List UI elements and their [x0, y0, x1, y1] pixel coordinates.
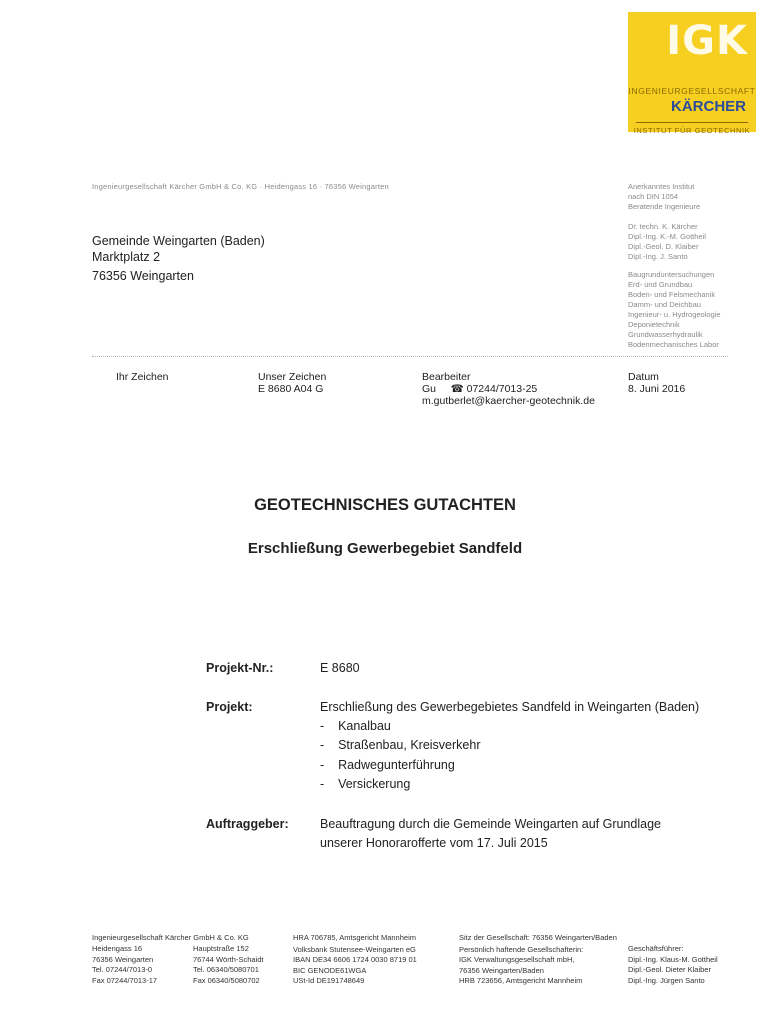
sidebar-line: Anerkanntes Institut: [628, 182, 695, 191]
sidebar-line: Beratende Ingenieure: [628, 202, 701, 211]
phone-icon: ☎: [450, 383, 464, 395]
sidebar-block-services: [628, 270, 721, 350]
sidebar-line: Baugrunduntersuchungen: [628, 270, 715, 279]
bearbeiter: [422, 371, 595, 407]
unser-zeichen: [258, 371, 326, 395]
datum: [628, 371, 685, 395]
unser-zeichen-value: E 8680 A04 G: [258, 383, 324, 395]
footer-col-bank: HRA 706785, Amtsgericht Mannheim Volksbank Stutensee-Weingarten eG IBAN DE34 6606 1724 0030 8719 01 BIC GENODE61WGA USt-Id DE191748649: [293, 933, 417, 985]
sidebar-block-institute: [628, 182, 700, 212]
recipient-street: Marktplatz 2: [92, 250, 161, 264]
logo-line-3: INSTITUT FÜR GEOTECHNIK: [633, 126, 751, 135]
bearbeiter-contact: [422, 383, 595, 395]
list-item: - Versickerung: [320, 777, 411, 791]
logo-mark: IGK: [666, 18, 748, 64]
list-item: - Radwegunterführung: [320, 758, 455, 772]
bearbeiter-email: m.gutberlet@kaercher-geotechnik.de: [422, 395, 595, 407]
unser-zeichen-label: Unser Zeichen: [258, 371, 327, 383]
sidebar-line: Dipl.-Geol. D. Klaiber: [628, 242, 699, 251]
datum-value: 8. Juni 2016: [628, 383, 686, 395]
sidebar-line: Dipl.-Ing. J. Santo: [628, 252, 688, 261]
sender-line: Ingenieurgesellschaft Kärcher GmbH & Co. KG · Heidengass 16 · 76356 Weingarten: [92, 182, 389, 191]
sidebar-line: Grundwasserhydraulik: [628, 330, 703, 339]
footer-col-address-1: Heidengass 16 76356 Weingarten Tel. 07244/7013-0 Fax 07244/7013-17: [92, 944, 158, 985]
auftraggeber-line-1: Beauftragung durch die Gemeinde Weingarten auf Grundlage: [320, 817, 661, 831]
sidebar-line: Damm- und Deichbau: [628, 300, 701, 309]
projekt-nr-value: E 8680: [320, 661, 360, 675]
footer-col-address-2: Hauptstraße 152 76744 Wörth-Schaidt Tel. 06340/5080701 Fax 06340/5080702: [193, 944, 264, 985]
projekt-nr-label: Projekt-Nr.:: [206, 661, 274, 675]
recipient-name: Gemeinde Weingarten (Baden): [92, 234, 265, 248]
datum-label: Datum: [628, 371, 659, 383]
logo-line-1: INGENIEURGESELLSCHAFT: [628, 86, 756, 96]
ihr-zeichen-label: Ihr Zeichen: [116, 371, 169, 383]
footer-col-management: Geschäftsführer: Dipl.-Ing. Klaus-M. Gottheil Dipl.-Geol. Dieter Klaiber Dipl.-Ing. Jürgen Santo: [628, 944, 718, 985]
document-subtitle: Erschließung Gewerbegebiet Sandfeld: [247, 540, 523, 557]
sidebar-line: Erd- und Grundbau: [628, 280, 693, 289]
logo-rule: [636, 122, 748, 123]
bearbeiter-phone: 07244/7013-25: [466, 383, 538, 395]
list-item: - Straßenbau, Kreisverkehr: [320, 738, 481, 752]
document-title: GEOTECHNISCHES GUTACHTEN: [254, 496, 516, 514]
footer-col-legal: Sitz der Gesellschaft: 76356 Weingarten/Baden Persönlich haftende Gesellschafterin: IGK Verwaltungsgesellschaft mbH, 76356 Weingarten/Baden HRB 723656, Amtsgericht Mannheim: [459, 933, 617, 985]
list-item: - Kanalbau: [320, 719, 391, 733]
header-divider: [92, 356, 728, 357]
sidebar-block-people: [628, 222, 706, 262]
sidebar-line: Deponietechnik: [628, 320, 680, 329]
bearbeiter-label: Bearbeiter: [422, 371, 471, 383]
sidebar-line: Boden- und Felsmechanik: [628, 290, 716, 299]
projekt-value: Erschließung des Gewerbegebietes Sandfeld in Weingarten (Baden): [320, 700, 700, 714]
recipient-city: 76356 Weingarten: [92, 269, 194, 283]
sidebar-line: Ingenieur- u. Hydrogeologie: [628, 310, 721, 319]
logo-line-2: KÄRCHER: [671, 98, 746, 115]
projekt-label: Projekt:: [206, 700, 253, 714]
sidebar-line: Dr. techn. K. Kärcher: [628, 222, 698, 231]
footer-company: Ingenieurgesellschaft Kärcher GmbH & Co. KG: [92, 933, 249, 942]
company-logo: [628, 12, 756, 135]
sidebar-line: nach DIN 1054: [628, 192, 679, 201]
sidebar-line: Bodenmechanisches Labor: [628, 340, 719, 349]
auftraggeber-line-2: unserer Honorarofferte vom 17. Juli 2015: [320, 836, 548, 850]
auftraggeber-label: Auftraggeber:: [206, 817, 289, 831]
sidebar-line: Dipl.-Ing. K.-M. Gottheil: [628, 232, 706, 241]
bearbeiter-name: Gu: [422, 383, 437, 395]
